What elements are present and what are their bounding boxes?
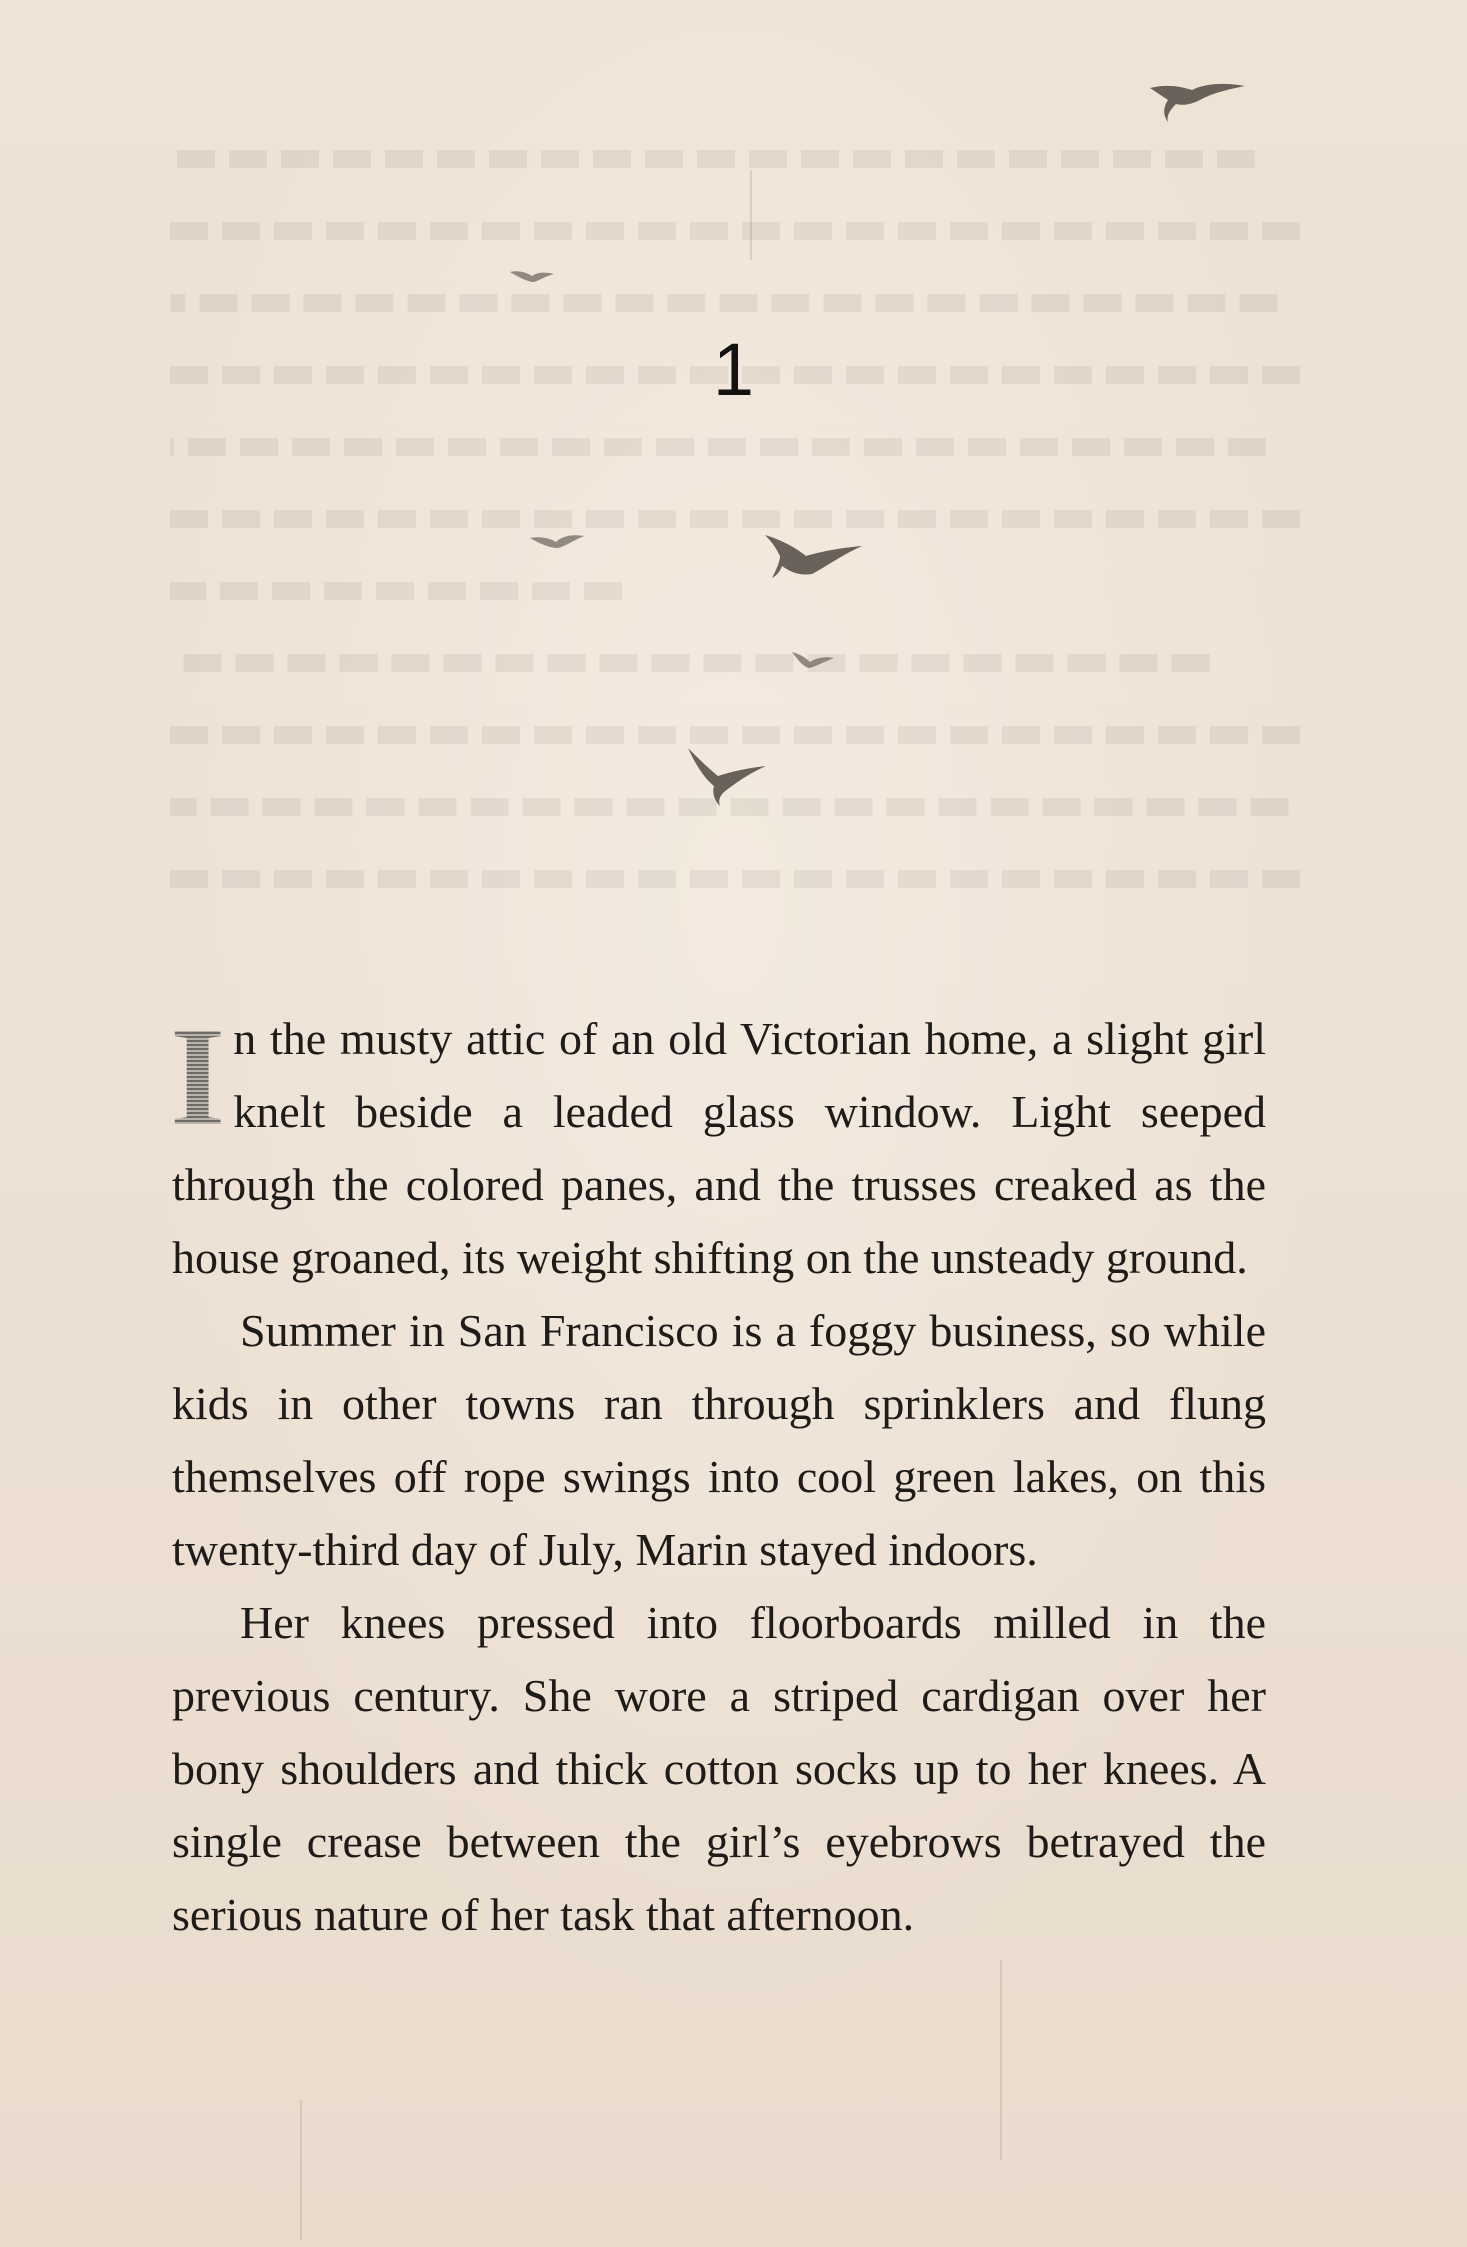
paragraph: Summer in San Francisco is a foggy business, so while kids in other towns ran through sprinklers and flung themselves off rope swings into cool green lakes, on this twenty-third day of July, Marin stayed indoors.	[172, 1305, 1266, 1575]
bird-icon	[510, 271, 554, 282]
chapter-body	[170, 997, 1266, 1951]
bird-icon	[530, 535, 584, 548]
paragraph-text: n the musty attic of an old Victorian home, a slight girl knelt beside a leaded glass window. Light seeped through the colored panes, and the trusses creaked as the house groaned, its weight shifting on the unsteady ground.	[172, 1013, 1266, 1283]
bird-icon	[792, 652, 834, 668]
page-crease	[300, 2100, 302, 2240]
bird-icon	[765, 535, 862, 578]
bird-icon	[688, 748, 766, 806]
drop-cap: I	[170, 997, 226, 1155]
page-crease	[1000, 1960, 1002, 2160]
paragraph	[170, 997, 1266, 1294]
chapter-number: 1	[712, 328, 755, 411]
bird-icon	[1150, 84, 1245, 122]
flying-birds-ornament-icon	[0, 0, 1467, 900]
paragraph: Her knees pressed into floorboards milled in the previous century. She wore a striped cardigan over her bony shoulders and thick cotton socks up to her knees. A single crease between the girl’s eyebrows betrayed the serious nature of her task that afternoon.	[172, 1597, 1266, 1940]
